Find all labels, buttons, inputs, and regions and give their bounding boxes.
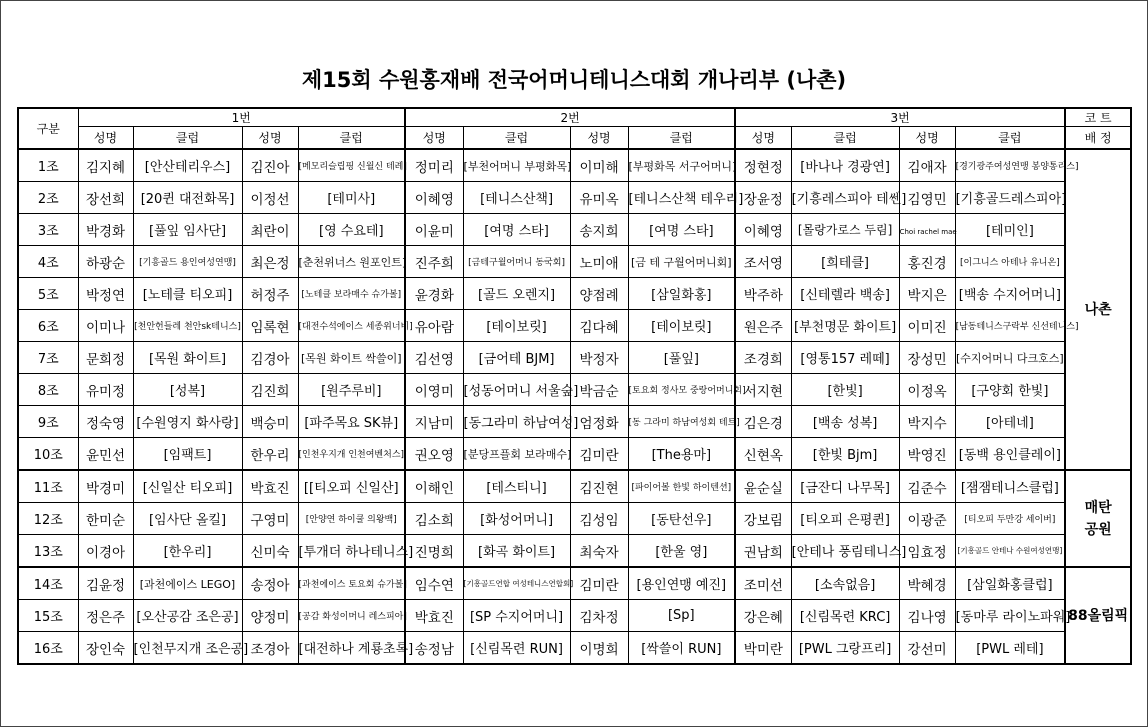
group-row xyxy=(18,246,1131,278)
player-name: 최숙자 xyxy=(570,535,628,568)
player-club: [삼일화홍클럽] xyxy=(955,567,1065,600)
player-club: [금 테 구월어머니회] xyxy=(628,246,735,278)
player-club: [부평화목 서구어머니] xyxy=(628,149,735,182)
group-label: 1조 xyxy=(18,149,78,182)
player-name: 박금순 xyxy=(570,374,628,406)
player-name: 김나영 xyxy=(899,600,955,632)
category-header: 구분 xyxy=(18,108,78,149)
player-name: 박미란 xyxy=(735,632,791,665)
group-row xyxy=(18,342,1131,374)
player-club: [토요회 정사모 중랑어머니회] xyxy=(628,374,735,406)
player-name: 윤순실 xyxy=(735,470,791,503)
player-name: 이정옥 xyxy=(899,374,955,406)
group-label: 11조 xyxy=(18,470,78,503)
player-club: [The용마] xyxy=(628,438,735,471)
player-name: 양정미 xyxy=(242,600,298,632)
player-name: 박효진 xyxy=(405,600,463,632)
player-name: 김소희 xyxy=(405,503,463,535)
player-name: 김준수 xyxy=(899,470,955,503)
player-club: [성동어머니 서울숲] xyxy=(463,374,570,406)
player-club: [과천에이스 토요회 슈가볼] xyxy=(298,567,405,600)
group-label: 12조 xyxy=(18,503,78,535)
player-club: [테스티니] xyxy=(463,470,570,503)
group-row xyxy=(18,632,1131,665)
group-row xyxy=(18,310,1131,342)
player-club: [인천무지개 조은공] xyxy=(133,632,242,665)
court-assignment: 매탄 공원 xyxy=(1065,470,1131,567)
player-name: 허정주 xyxy=(242,278,298,310)
player-club: [테니스산책 테우리] xyxy=(628,182,735,214)
player-club: [춘천위너스 원포인트] xyxy=(298,246,405,278)
player-name: 박정자 xyxy=(570,342,628,374)
player-club: [화곡 화이트] xyxy=(463,535,570,568)
player-name: 정현정 xyxy=(735,149,791,182)
player-name: 문희정 xyxy=(78,342,133,374)
player-name: 한우리 xyxy=(242,438,298,471)
player-name: 최란이 xyxy=(242,214,298,246)
player-club: [파주목요 SK뷰] xyxy=(298,406,405,438)
player-name: 박주하 xyxy=(735,278,791,310)
player-club: [성복] xyxy=(133,374,242,406)
player-club: [한빛 Bjm] xyxy=(791,438,899,471)
player-club: [삼일화홍] xyxy=(628,278,735,310)
group-label: 10조 xyxy=(18,438,78,471)
player-club: [수원영지 화사랑] xyxy=(133,406,242,438)
group-label: 5조 xyxy=(18,278,78,310)
player-name: 임록현 xyxy=(242,310,298,342)
group-row xyxy=(18,503,1131,535)
player-name: 유미옥 xyxy=(570,182,628,214)
player-club: [여명 스타] xyxy=(628,214,735,246)
player-club: [테이보릿] xyxy=(628,310,735,342)
player-club: [수지어머니 다크호스] xyxy=(955,342,1065,374)
player-name: 이미나 xyxy=(78,310,133,342)
player-club: [Sp] xyxy=(628,600,735,632)
player-name: 박경화 xyxy=(78,214,133,246)
group-label: 3조 xyxy=(18,214,78,246)
player-name: 조미선 xyxy=(735,567,791,600)
player-club: [아테네] xyxy=(955,406,1065,438)
player-name: 유아람 xyxy=(405,310,463,342)
player-name xyxy=(899,214,955,246)
player-club: [남동테니스구락부 신선테니스] xyxy=(955,310,1065,342)
player-name: 이광준 xyxy=(899,503,955,535)
player-name: 조서영 xyxy=(735,246,791,278)
player-name: 장선희 xyxy=(78,182,133,214)
name-col-header: 성명 xyxy=(899,127,955,150)
slot-header-1: 1번 xyxy=(78,108,405,127)
player-club: [소속없음] xyxy=(791,567,899,600)
player-club: [풀잎 임사단] xyxy=(133,214,242,246)
player-club: [백송 성복] xyxy=(791,406,899,438)
player-club: [천안헌들레 천안sk테니스] xyxy=(133,310,242,342)
player-name: 장윤정 xyxy=(735,182,791,214)
player-club: [백송 수지어머니] xyxy=(955,278,1065,310)
player-club: [투개더 하나테니스] xyxy=(298,535,405,568)
player-club: [테미사] xyxy=(298,182,405,214)
player-club: [싹쓸이 RUN] xyxy=(628,632,735,665)
player-name: 윤경화 xyxy=(405,278,463,310)
player-name: 권오영 xyxy=(405,438,463,471)
player-club: [한울 영] xyxy=(628,535,735,568)
player-club: [풀잎] xyxy=(628,342,735,374)
group-row xyxy=(18,470,1131,503)
player-club: [테미인] xyxy=(955,214,1065,246)
player-club: [금어테 BJM] xyxy=(463,342,570,374)
group-row xyxy=(18,406,1131,438)
name-col-header: 성명 xyxy=(242,127,298,150)
player-club: [안산테리우스] xyxy=(133,149,242,182)
player-name: 권남희 xyxy=(735,535,791,568)
player-club: [이그니스 아테나 유니온] xyxy=(955,246,1065,278)
player-name: 장인숙 xyxy=(78,632,133,665)
player-name: 홍진경 xyxy=(899,246,955,278)
group-row xyxy=(18,600,1131,632)
player-name: 강보림 xyxy=(735,503,791,535)
player-name: 이정선 xyxy=(242,182,298,214)
player-club: [동마루 라이노파워] xyxy=(955,600,1065,632)
player-name: 지남미 xyxy=(405,406,463,438)
player-club: [기흥골드레스피아] xyxy=(955,182,1065,214)
player-club: [희테클] xyxy=(791,246,899,278)
player-name: 임효정 xyxy=(899,535,955,568)
player-name: 이영미 xyxy=(405,374,463,406)
court-header-bottom: 배 정 xyxy=(1065,127,1131,150)
group-label: 13조 xyxy=(18,535,78,568)
player-name: 송정남 xyxy=(405,632,463,665)
club-col-header: 클럽 xyxy=(133,127,242,150)
group-row xyxy=(18,438,1131,471)
player-club: [과천에이스 LEGO] xyxy=(133,567,242,600)
player-club: [금테구월어머니 동국회] xyxy=(463,246,570,278)
player-club: [인천우지개 인천여벤처스] xyxy=(298,438,405,471)
group-label: 6조 xyxy=(18,310,78,342)
player-name: 송정아 xyxy=(242,567,298,600)
player-name: 신미숙 xyxy=(242,535,298,568)
player-name: 김진희 xyxy=(242,374,298,406)
player-name: 김미란 xyxy=(570,567,628,600)
player-name: 김윤정 xyxy=(78,567,133,600)
player-name: 김애자 xyxy=(899,149,955,182)
player-club: [신림목련 KRC] xyxy=(791,600,899,632)
player-club: [티오피 은평퀸] xyxy=(791,503,899,535)
group-row xyxy=(18,535,1131,568)
player-club: [임팩트] xyxy=(133,438,242,471)
player-name: 원은주 xyxy=(735,310,791,342)
player-name: 최은정 xyxy=(242,246,298,278)
player-name: 이혜영 xyxy=(405,182,463,214)
player-club: [부천명문 화이트] xyxy=(791,310,899,342)
player-club: [PWL 그랑프리] xyxy=(791,632,899,665)
group-label: 15조 xyxy=(18,600,78,632)
player-name: 구영미 xyxy=(242,503,298,535)
player-club: [메모리슬립핑 신월신 테례] xyxy=(298,149,405,182)
player-club: [대전하나 계룡초록] xyxy=(298,632,405,665)
player-club: [기흥레스피아 테쎈] xyxy=(791,182,899,214)
player-club: [신테렐라 백송] xyxy=(791,278,899,310)
player-name: 김다혜 xyxy=(570,310,628,342)
player-name: 조경희 xyxy=(735,342,791,374)
player-name: 김미란 xyxy=(570,438,628,471)
group-label: 14조 xyxy=(18,567,78,600)
group-row xyxy=(18,182,1131,214)
player-name: 김경아 xyxy=(242,342,298,374)
player-club: [바나나 경광연] xyxy=(791,149,899,182)
court-assignment: 88올림픽 xyxy=(1065,567,1131,664)
name-col-header: 성명 xyxy=(405,127,463,150)
player-club: [티오피 두만강 세이버] xyxy=(955,503,1065,535)
player-name: 김지혜 xyxy=(78,149,133,182)
player-club: [동 그라미 하남여성회 테트] xyxy=(628,406,735,438)
draw-table xyxy=(17,107,1132,665)
group-label: 9조 xyxy=(18,406,78,438)
player-club: [SP 수지어머니] xyxy=(463,600,570,632)
club-col-header: 클럽 xyxy=(463,127,570,150)
player-club: [원주루비] xyxy=(298,374,405,406)
player-club: [분당프플회 보라매수] xyxy=(463,438,570,471)
player-name: 이미해 xyxy=(570,149,628,182)
player-club: [임사단 올킬] xyxy=(133,503,242,535)
player-name: 정미리 xyxy=(405,149,463,182)
player-name: 정은주 xyxy=(78,600,133,632)
player-name: 진명희 xyxy=(405,535,463,568)
player-club: [금잔디 나무목] xyxy=(791,470,899,503)
player-club: [한우리] xyxy=(133,535,242,568)
player-name: 박영진 xyxy=(899,438,955,471)
group-label: 16조 xyxy=(18,632,78,665)
player-name: 김성임 xyxy=(570,503,628,535)
player-name: 김은경 xyxy=(735,406,791,438)
club-col-header: 클럽 xyxy=(298,127,405,150)
player-name: 박혜경 xyxy=(899,567,955,600)
player-club: [용인연맹 예진] xyxy=(628,567,735,600)
player-club: [영통157 레떼] xyxy=(791,342,899,374)
player-club: [한빛] xyxy=(791,374,899,406)
player-name: 이미진 xyxy=(899,310,955,342)
player-club: [파이어볼 한빛 하이텐션] xyxy=(628,470,735,503)
name-col-header: 성명 xyxy=(735,127,791,150)
player-name: 임수연 xyxy=(405,567,463,600)
player-name: 하광순 xyxy=(78,246,133,278)
player-club: [여명 스타] xyxy=(463,214,570,246)
player-name: 장성민 xyxy=(899,342,955,374)
player-name: 엄정화 xyxy=(570,406,628,438)
player-club: [20퀸 대전화목] xyxy=(133,182,242,214)
player-name: 노미애 xyxy=(570,246,628,278)
player-club: [동탄선우] xyxy=(628,503,735,535)
player-club: [안양연 하이쿨 의왕백] xyxy=(298,503,405,535)
player-name: 이혜영 xyxy=(735,214,791,246)
slot-header-2: 2번 xyxy=(405,108,735,127)
player-club: [신림목련 RUN] xyxy=(463,632,570,665)
group-row xyxy=(18,567,1131,600)
player-name: 이윤미 xyxy=(405,214,463,246)
player-name: 김차정 xyxy=(570,600,628,632)
player-club: [골드 오렌지] xyxy=(463,278,570,310)
club-col-header: 클럽 xyxy=(791,127,899,150)
group-label: 2조 xyxy=(18,182,78,214)
player-club: [신일산 티오피] xyxy=(133,470,242,503)
player-name: 서지현 xyxy=(735,374,791,406)
player-name: 박정연 xyxy=(78,278,133,310)
player-club: [잼잼테니스클럽] xyxy=(955,470,1065,503)
club-col-header: 클럽 xyxy=(955,127,1065,150)
player-club: [노테클 티오피] xyxy=(133,278,242,310)
player-club: [공감 화성이머니 레스피아] xyxy=(298,600,405,632)
player-name: 한미순 xyxy=(78,503,133,535)
player-club: [기흥골드 용인여성연맹] xyxy=(133,246,242,278)
player-name: 조경아 xyxy=(242,632,298,665)
player-name: 신현옥 xyxy=(735,438,791,471)
player-name: 진주희 xyxy=(405,246,463,278)
player-club: [기흥골드 안테나 수원여성연맹] xyxy=(955,535,1065,568)
group-label: 7조 xyxy=(18,342,78,374)
player-name: 정숙영 xyxy=(78,406,133,438)
player-name: 윤민선 xyxy=(78,438,133,471)
player-name: 이명희 xyxy=(570,632,628,665)
name-col-header: 성명 xyxy=(78,127,133,150)
player-name: 백승미 xyxy=(242,406,298,438)
player-name: 김진현 xyxy=(570,470,628,503)
player-club: [노테클 보라매수 슈가볼] xyxy=(298,278,405,310)
slot-header-3: 3번 xyxy=(735,108,1065,127)
group-row xyxy=(18,149,1131,182)
player-note: Choi rachel mae xyxy=(899,227,957,236)
player-club: [동백 용인클레이] xyxy=(955,438,1065,471)
player-name: 강선미 xyxy=(899,632,955,665)
player-club: [영 수요테] xyxy=(298,214,405,246)
player-club: [화성어머니] xyxy=(463,503,570,535)
player-club: [목원 화이트 싹쓸이] xyxy=(298,342,405,374)
player-club: [경기광주여성연맹 봉양통리스] xyxy=(955,149,1065,182)
player-club: [오산공감 조은공] xyxy=(133,600,242,632)
player-name: 김영민 xyxy=(899,182,955,214)
player-name: 유미정 xyxy=(78,374,133,406)
player-club: [기흥골드연합 여성테니스연합회] xyxy=(463,567,570,600)
player-name: 송지희 xyxy=(570,214,628,246)
group-label: 4조 xyxy=(18,246,78,278)
player-name: 김진아 xyxy=(242,149,298,182)
player-name: 이경아 xyxy=(78,535,133,568)
group-row xyxy=(18,214,1131,246)
player-club: [대전수석에이스 세종위너비] xyxy=(298,310,405,342)
court-assignment: 나촌 xyxy=(1065,149,1131,470)
player-name: 박지은 xyxy=(899,278,955,310)
player-club: [부천어머니 부평화목] xyxy=(463,149,570,182)
player-club: [구양회 한빛] xyxy=(955,374,1065,406)
player-club: [[티오피 신일산] xyxy=(298,470,405,503)
player-name: 박지수 xyxy=(899,406,955,438)
player-club: [동그라미 하남여성] xyxy=(463,406,570,438)
player-name: 박효진 xyxy=(242,470,298,503)
page-title: 제15회 수원홍재배 전국어머니테니스대회 개나리부 (나촌) xyxy=(301,68,847,92)
group-label: 8조 xyxy=(18,374,78,406)
player-name: 강은혜 xyxy=(735,600,791,632)
player-club: [목원 화이트] xyxy=(133,342,242,374)
player-name: 양점례 xyxy=(570,278,628,310)
player-club: [PWL 레테] xyxy=(955,632,1065,665)
court-header-top: 코 트 xyxy=(1065,108,1131,127)
player-club: [테이보릿] xyxy=(463,310,570,342)
player-club xyxy=(791,214,899,246)
player-name: 이해인 xyxy=(405,470,463,503)
player-name: 박경미 xyxy=(78,470,133,503)
club-col-header: 클럽 xyxy=(628,127,735,150)
player-club-text: [몰랑가로스 두림] xyxy=(797,223,893,237)
group-row xyxy=(18,374,1131,406)
name-col-header: 성명 xyxy=(570,127,628,150)
player-club: [안테나 풍림테니스] xyxy=(791,535,899,568)
group-row xyxy=(18,278,1131,310)
player-club: [테니스산책] xyxy=(463,182,570,214)
player-name: 김선영 xyxy=(405,342,463,374)
